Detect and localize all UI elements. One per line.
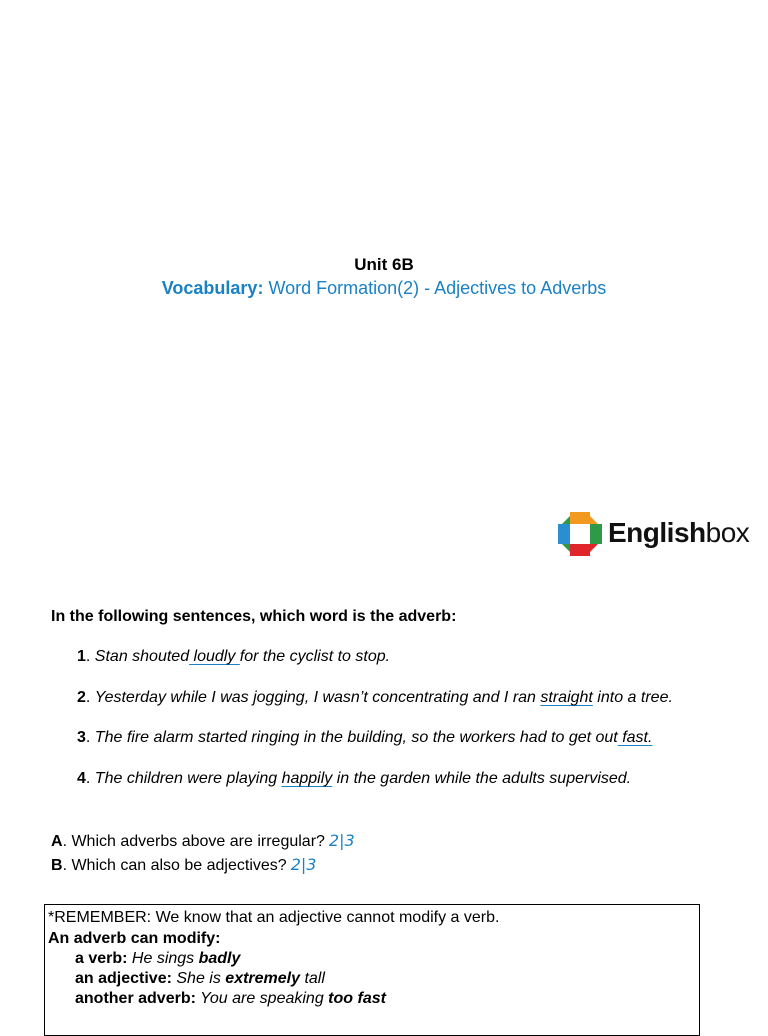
sentence-text: Yesterday while I was jogging, I wasn’t concentrating and I ran <box>94 689 541 706</box>
handwritten-answer: 2|3 <box>328 831 355 850</box>
remember-example: You are speaking <box>195 990 329 1007</box>
sentence-text: into a tree. <box>592 689 673 706</box>
sentence-text: The fire alarm started ringing in the building, so the workers had to get out <box>94 729 618 746</box>
sentence-number: 3 <box>77 729 86 746</box>
sentence-3: 3. The fire alarm started ringing in the building, so the workers had to get out fast. <box>77 729 653 746</box>
subtitle-text: Word Formation(2) - Adjectives to Adverbs <box>263 278 607 298</box>
sentence-text: for the cyclist to stop. <box>239 648 391 665</box>
followup-a <box>51 831 355 851</box>
logo-text-bold: English <box>608 517 706 548</box>
followup-b <box>51 855 316 875</box>
sentence-text: The children were playing <box>94 770 282 787</box>
remember-emphasis: badly <box>198 950 241 967</box>
englishbox-logo <box>558 512 758 558</box>
remember-adjective <box>75 970 325 988</box>
remember-label: another adverb: <box>75 990 196 1007</box>
page-subtitle <box>0 276 768 300</box>
followup-text: . Which adverbs above are irregular? <box>62 833 325 850</box>
remember-label: a verb: <box>75 950 128 967</box>
adverb-answer: fast. <box>617 729 653 746</box>
followup-text: . Which can also be adjectives? <box>62 857 287 874</box>
remember-note: *REMEMBER: We know that an adjective cannot modify a verb. <box>48 909 500 926</box>
sentence-4: 4. The children were playing happily in the garden while the adults supervised. <box>77 770 632 787</box>
remember-label: an adjective: <box>75 970 172 987</box>
remember-example: tall <box>300 970 325 987</box>
sentence-1: 1. Stan shouted loudly for the cyclist to stop. <box>77 648 391 665</box>
remember-emphasis: extremely <box>225 970 301 987</box>
sentence-number: 1 <box>77 648 86 665</box>
remember-heading: An adverb can modify: <box>48 930 221 947</box>
subtitle-label: Vocabulary: <box>161 278 264 298</box>
remember-box <box>44 904 700 1036</box>
sentence-number: 2 <box>77 689 86 706</box>
sentence-number: 4 <box>77 770 86 787</box>
adverb-answer: straight <box>540 689 593 706</box>
remember-emphasis: too fast <box>328 990 386 1007</box>
unit-title: Unit 6B <box>354 255 414 274</box>
logo-wordmark <box>608 517 749 549</box>
logo-mark-icon <box>558 512 602 556</box>
remember-example: He sings <box>127 950 199 967</box>
exercise-question: In the following sentences, which word is the adverb: <box>51 608 457 625</box>
sentence-text: Stan shouted <box>94 648 190 665</box>
sentence-2: 2. Yesterday while I was jogging, I wasn’t concentrating and I ran straight into a tree. <box>77 689 673 706</box>
remember-example: She is <box>171 970 226 987</box>
followup-letter: A <box>51 833 63 850</box>
adverb-answer: happily <box>281 770 333 787</box>
followup-letter: B <box>51 857 63 874</box>
sentence-text: in the garden while the adults supervised. <box>332 770 632 787</box>
handwritten-answer: 2|3 <box>290 855 317 874</box>
adverb-answer: loudly <box>189 648 240 665</box>
title-block <box>0 254 768 300</box>
remember-verb <box>75 950 240 968</box>
logo-text-light: box <box>705 517 750 548</box>
remember-adverb <box>75 990 386 1008</box>
